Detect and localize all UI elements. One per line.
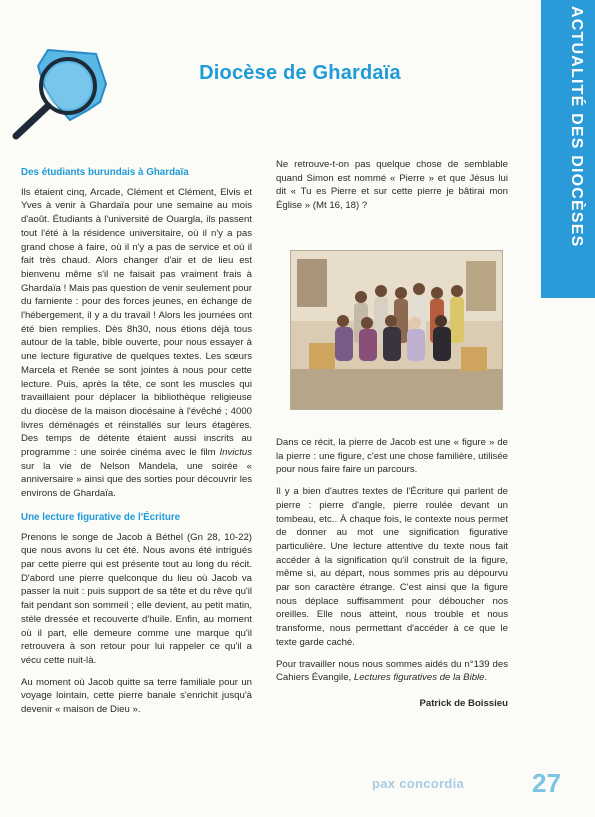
magnifier-map-icon	[8, 40, 118, 140]
book-title: Lectures figuratives de la Bible	[353, 672, 485, 684]
paragraph-text: Pour travailler nous nous sommes aidés du n°139 des Cahiers Évangile,	[276, 658, 508, 684]
paragraph: Ne retrouve-t-on pas quelque chose de semblable quand Simon est nommé « Pierre » et que Jésus lui dit « Tu es Pierre et sur cette pierre je bâtirai mon Église » (Mt 16, 18) ?	[276, 159, 508, 212]
right-column-continued	[276, 436, 508, 711]
author-signature: Patrick de Boissieu	[419, 697, 508, 709]
section-banner-label: ACTUALITÉ DES DIOCÈSES	[568, 6, 585, 248]
right-column	[276, 158, 508, 221]
paragraph	[276, 658, 508, 685]
paragraph: Prenons le songe de Jacob à Béthel (Gn 28, 10-22) que nous avons lu cet été. Nous avons été intrigués par cette pierre qui est présente tout au long du récit. D'abord une pierre quelconque du lieu où Jacob va passer la nuit : puis support de sa tête et du rêve qu'il fait pendant son sommeil ; elle devient, au petit matin, stèle dressée et recouverte d'huile. Enfin, au moment où il part, elle demeure comme une marque qu'il retrouvera à son retour pour lui rappeler ce qu'il a vécu cette nuit-là.	[21, 531, 252, 666]
paragraph-text: Ils étaient cinq, Arcade, Clément et Clément, Elvis et Yves à venir à Ghardaïa pour une semaine au mois d'août. Étudiants à l'université de Ouargla, ils passent tout l'été à la résidence universitaire, où il n'y a pas grand chose à faire, où il n'y a pas de service et où il fait très chaud. Alors changer d'air et de lieu est bienvenu même s'il ne faisait pas vraiment frais à Ghardaïa ! Mais pas question de venir seulement pour du farniente : pour des forces jeunes, en échange de l'hébergement, il y a du travail ! Alors les journées ont été bien remplies. Dès 8h30, nous étions déjà tous autour de la table, bible ouverte, pour nous essayer à une lecture figurative de quelques textes. Les sœurs Marcela et Renée se sont jointes à nous pour cette lecture. Puis, après la tête, ce sont les muscles qui travaillaient pour déplacer la bibliothèque religieuse du diocèse de la maison diocésaine à l'évêché ; 4000 livres déménagés et réinstallés sur leurs étagères. Des temps de détente étaient aussi inscrits au programme : une soirée cinéma avec le film	[21, 186, 252, 459]
paragraph-text: sur la vie de Nelson Mandela, une soirée « anniversaire » ainsi que des sorties pour découvrir les environs de Ghardaïa.	[21, 460, 252, 500]
section-heading: Une lecture figurative de l'Écriture	[21, 511, 181, 523]
page-number: 27	[532, 768, 561, 798]
page-title: Diocèse de Ghardaïa	[199, 62, 401, 84]
paragraph-text: .	[484, 672, 488, 684]
paragraph: Au moment où Jacob quitte sa terre familiale pour un voyage lointain, cette pierre banale s'enrichit jusqu'à devenir « maison de Dieu ».	[21, 676, 252, 716]
section-heading: Des étudiants burundais à Ghardaïa	[21, 167, 189, 178]
paragraph: Dans ce récit, la pierre de Jacob est une « figure » de la pierre : une figure, c'est une chose familière, utilisée pour nous faire faire un parcours.	[276, 437, 508, 476]
group-photo	[290, 250, 503, 410]
film-title: Invictus	[219, 447, 253, 459]
paragraph	[21, 186, 252, 501]
paragraph: Il y a bien d'autres textes de l'Écriture qui parlent de pierre : pierre d'angle, pierre roulée devant un tombeau, etc.. À chaque fois, le contexte nous permet de donner au mot une signification figurative particulière. Une lecture attentive du texte nous fait accéder à la signification qu'il construit de la figure, même si, au départ, nous sommes pris au dépourvu par son caractère étrange. C'est ainsi que la figure nous déplace suffisamment pour déboucher nos oreilles. Elle nous atteint, nous trouble et nous transforme, nous permettant d'accéder à ce que le texte garde caché.	[276, 486, 508, 648]
magazine-brand: pax concordia	[372, 776, 465, 791]
left-column	[21, 166, 252, 725]
